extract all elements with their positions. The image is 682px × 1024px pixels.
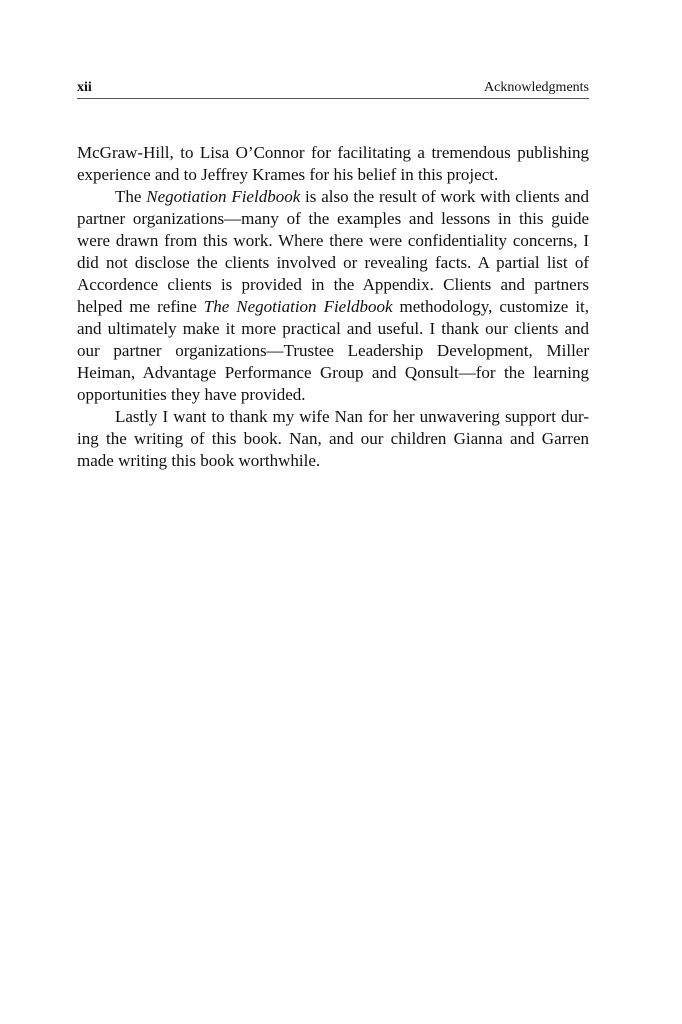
paragraph-2-middle: is also the result of work with clients and partner organizations—many of the examples and lessons in this guide were drawn from this work. Where there were confidentiality concerns, I did not disclose the clients involved or revealing facts. A partial list of Accordence clients is provided in the Appendix. Clients and partners helped me refine bbox=[77, 187, 589, 316]
running-header bbox=[77, 78, 589, 99]
paragraph-2 bbox=[77, 186, 589, 406]
paragraph-3: Lastly I want to thank my wife Nan for her unwavering support dur-ing the writing of this book. Nan, and our children Gianna and Garren made writing this book worthwhile. bbox=[77, 407, 589, 470]
paragraph-2-lead: The bbox=[115, 187, 147, 206]
book-title-italic-2: The Negotiation Fieldbook bbox=[203, 297, 393, 316]
section-title: Acknowledgments bbox=[484, 80, 589, 95]
paragraph-2-tail: methodology, customize it, and ultimately make it more practical and useful. I thank our clients and our partner organizations—Trustee Leadership Development, Miller Heiman, Advantage Performance Group and Qonsult—for the learning opportunities they have provided. bbox=[77, 297, 590, 404]
page-number: xii bbox=[77, 80, 92, 95]
body-text bbox=[77, 142, 589, 472]
paragraph-1: McGraw-Hill, to Lisa O’Connor for facilitating a tremendous publishing experience and to Jeffrey Krames for his belief in this project. bbox=[77, 143, 589, 184]
book-title-italic: Negotiation Fieldbook bbox=[146, 187, 301, 206]
